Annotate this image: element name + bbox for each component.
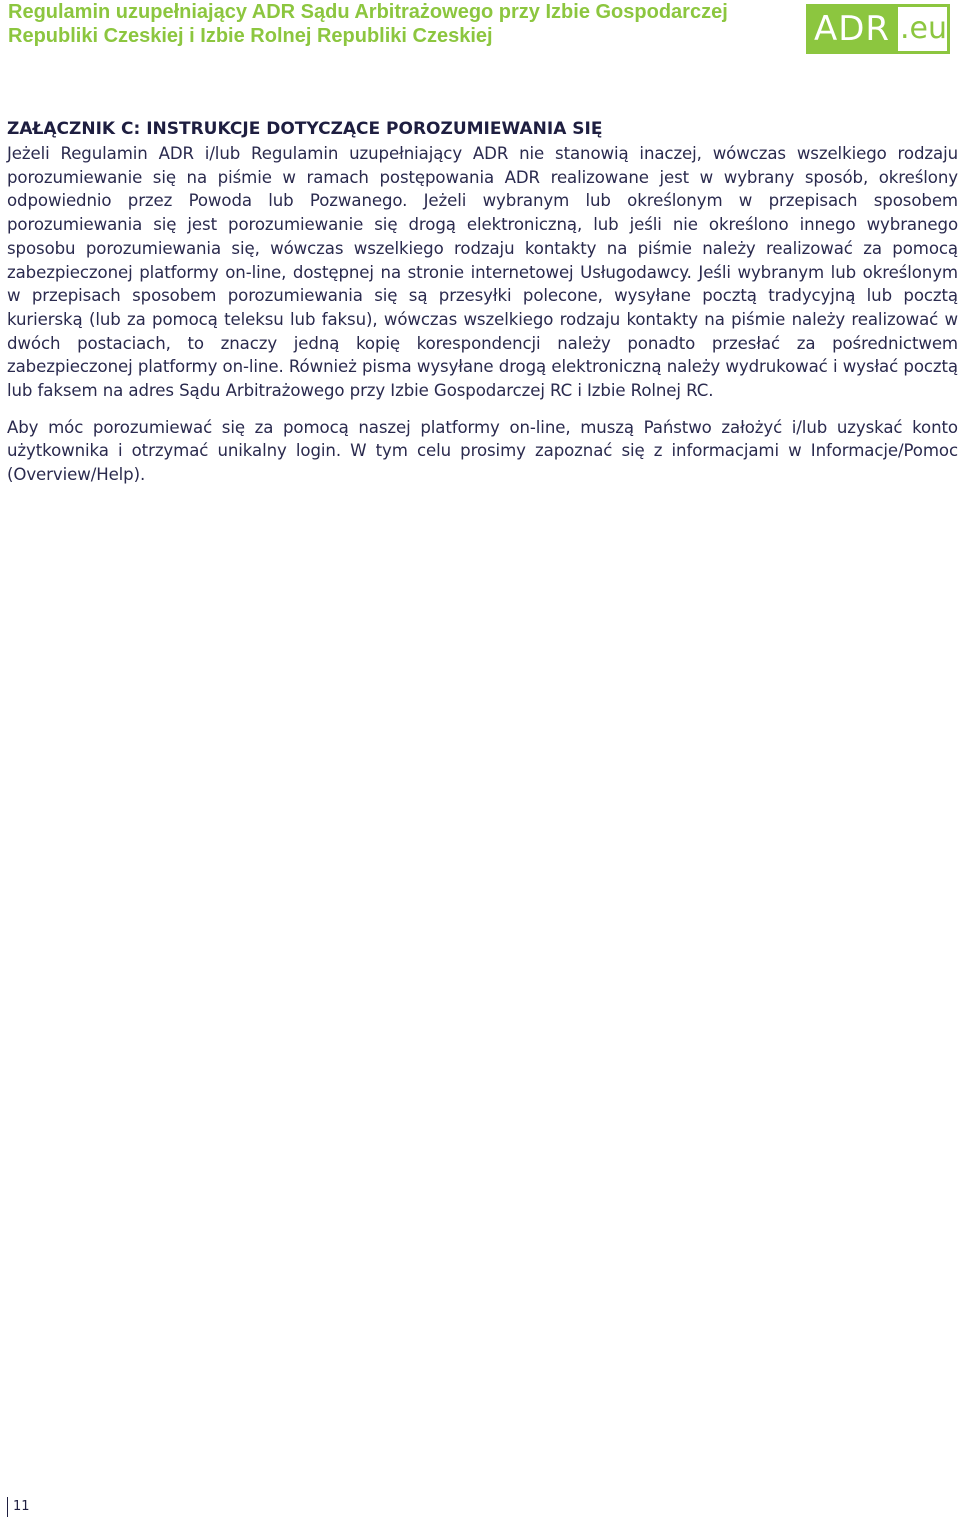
page-number: 11	[7, 1497, 30, 1517]
logo-adr-text: ADR	[806, 4, 898, 54]
document-title-line-1: Regulamin uzupełniający ADR Sądu Arbitrażowego przy Izbie Gospodarczej	[8, 1, 728, 23]
document-body	[7, 118, 958, 487]
paragraph-online-platform: Aby móc porozumiewać się za pomocą naszej platformy on-line, muszą Państwo założyć i/lub uzyskać konto użytkownika i otrzymać unikalny login. W tym celu prosimy zapoznać się z informacjami w Informacje/Pomoc (Overview/Help).	[7, 417, 958, 485]
document-title-line-2: Republiki Czeskiej i Izbie Rolnej Republiki Czeskiej	[8, 25, 493, 47]
paragraph-communication-rules: Jeżeli Regulamin ADR i/lub Regulamin uzupełniający ADR nie stanowią inaczej, wówczas wszelkiego rodzaju porozumiewanie się na piśmie w ramach postępowania ADR realizowane jest w wybrany sposób, określony odpowiednio przez Powoda lub Pozwanego. Jeżeli wybranym lub określonym w przepisach sposobem porozumiewania się jest porozumiewanie się drogą elektroniczną, lub jeśli nie określono innego wybranego sposobu porozumiewania się, wówczas wszelkiego rodzaju kontakty na piśmie należy realizować za pomocą zabezpieczonej platformy on-line, dostępnej na stronie internetowej Usługodawcy. Jeśli wybranym lub określonym w przepisach sposobem porozumiewania się są przesyłki polecone, wysyłane pocztą tradycyjną lub pocztą kurierską (lub za pomocą teleksu lub faksu), wówczas wszelkiego rodzaju kontakty na piśmie należy realizować w dwóch postaciach, to znaczy jedną kopię korespondencji należy ponadto przesłać za pośrednictwem zabezpieczonej platformy on-line. Również pisma wysyłane drogą elektroniczną należy wydrukować i wysłać pocztą lub faksem na adres Sądu Arbitrażowego przy Izbie Gospodarczej RC i Izbie Rolnej RC.	[7, 144, 958, 401]
logo-eu-text: .eu	[898, 4, 950, 54]
section-title: ZAŁĄCZNIK C: INSTRUKCJE DOTYCZĄCE POROZUMIEWANIA SIĘ	[7, 119, 603, 139]
page-header	[8, 0, 798, 48]
adr-eu-logo	[806, 4, 950, 54]
